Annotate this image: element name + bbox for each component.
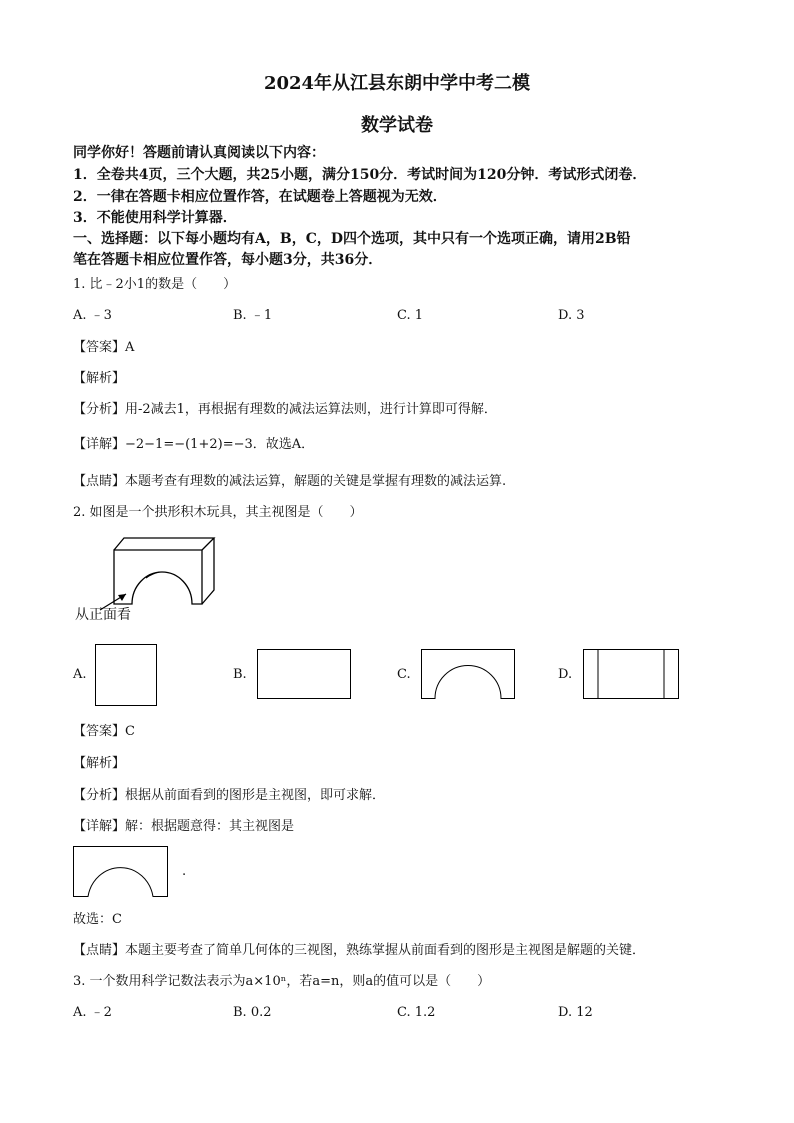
q1-option-c: C. 1 xyxy=(397,308,424,323)
q3-option-c: C. 1.2 xyxy=(397,1005,436,1020)
q1-answer: 【答案】A xyxy=(73,340,135,355)
q1-option-b: B. ﹣1 xyxy=(233,308,273,323)
notice-item-3: 3．不能使用科学计算器． xyxy=(73,210,237,226)
q3-option-b: B. 0.2 xyxy=(233,1005,272,1020)
q2-option-a-label: A. xyxy=(73,667,87,682)
q2-option-d-figure xyxy=(583,649,680,700)
q2-answer: 【答案】C xyxy=(73,724,135,739)
q2-option-b-label: B. xyxy=(233,667,247,682)
q1-option-a: A. ﹣3 xyxy=(73,308,112,323)
q2-choice: 故选：C xyxy=(73,912,122,927)
q2-fenxi: 【分析】根据从前面看到的图形是主视图，即可求解． xyxy=(73,788,386,803)
q2-stem: 2. 如图是一个拱形积木玩具，其主视图是（ ） xyxy=(73,505,363,520)
section-heading-line-2: 笔在答题卡相应位置作答，每小题3分，共36分． xyxy=(73,252,383,268)
section-heading-line-1: 一、选择题：以下每小题均有A，B，C，D四个选项，其中只有一个选项正确，请用2B铅 xyxy=(73,231,631,247)
q3-stem: 3. 一个数用科学记数法表示为a×10ⁿ，若a=n，则a的值可以是（ ） xyxy=(73,974,491,989)
q2-detail: 【详解】解：根据题意得：其主视图是 xyxy=(73,819,295,834)
q3-option-a: A. ﹣2 xyxy=(73,1005,112,1020)
notice-item-1: 1．全卷共4页，三个大题，共25小题，满分150分．考试时间为120分钟．考试形式闭卷． xyxy=(73,167,647,183)
q2-option-c-figure xyxy=(421,649,516,700)
q1-comment: 【点睛】本题考查有理数的减法运算，解题的关键是掌握有理数的减法运算. xyxy=(73,474,507,489)
notice-item-2: 2．一律在答题卡相应位置作答，在试题卷上答题视为无效． xyxy=(73,189,447,205)
page-title: 2024年从江县东朗中学中考二模 xyxy=(263,73,531,94)
page-subtitle: 数学试卷 xyxy=(361,115,433,136)
q2-comment: 【点睛】本题主要考查了简单几何体的三视图，熟练掌握从前面看到的图形是主视图是解题的关键． xyxy=(73,943,646,958)
q3-option-d: D. 12 xyxy=(558,1005,593,1020)
q2-option-d-label: D. xyxy=(558,667,573,682)
q2-option-a-figure xyxy=(95,644,158,707)
figure-label-front-view: 从正面看 xyxy=(75,607,131,623)
q2-option-b-figure xyxy=(257,649,352,700)
notice-greeting: 同学你好！答题前请认真阅读以下内容： xyxy=(73,145,325,161)
q1-option-d: D. 3 xyxy=(558,308,585,323)
q2-analysis-tag: 【解析】 xyxy=(73,756,126,771)
q2-option-c-label: C. xyxy=(397,667,411,682)
q1-analysis-tag: 【解析】 xyxy=(73,371,126,386)
q2-detail-period: . xyxy=(182,864,187,879)
q1-detail: 【详解】−2−1=−(1+2)=−3．故选A． xyxy=(73,437,315,452)
q1-stem: 1. 比﹣2小1的数是（ ） xyxy=(73,277,237,292)
q2-solution-figure xyxy=(73,846,169,898)
q1-fenxi: 【分析】用-2减去1，再根据有理数的减法运算法则，进行计算即可得解． xyxy=(73,402,497,417)
